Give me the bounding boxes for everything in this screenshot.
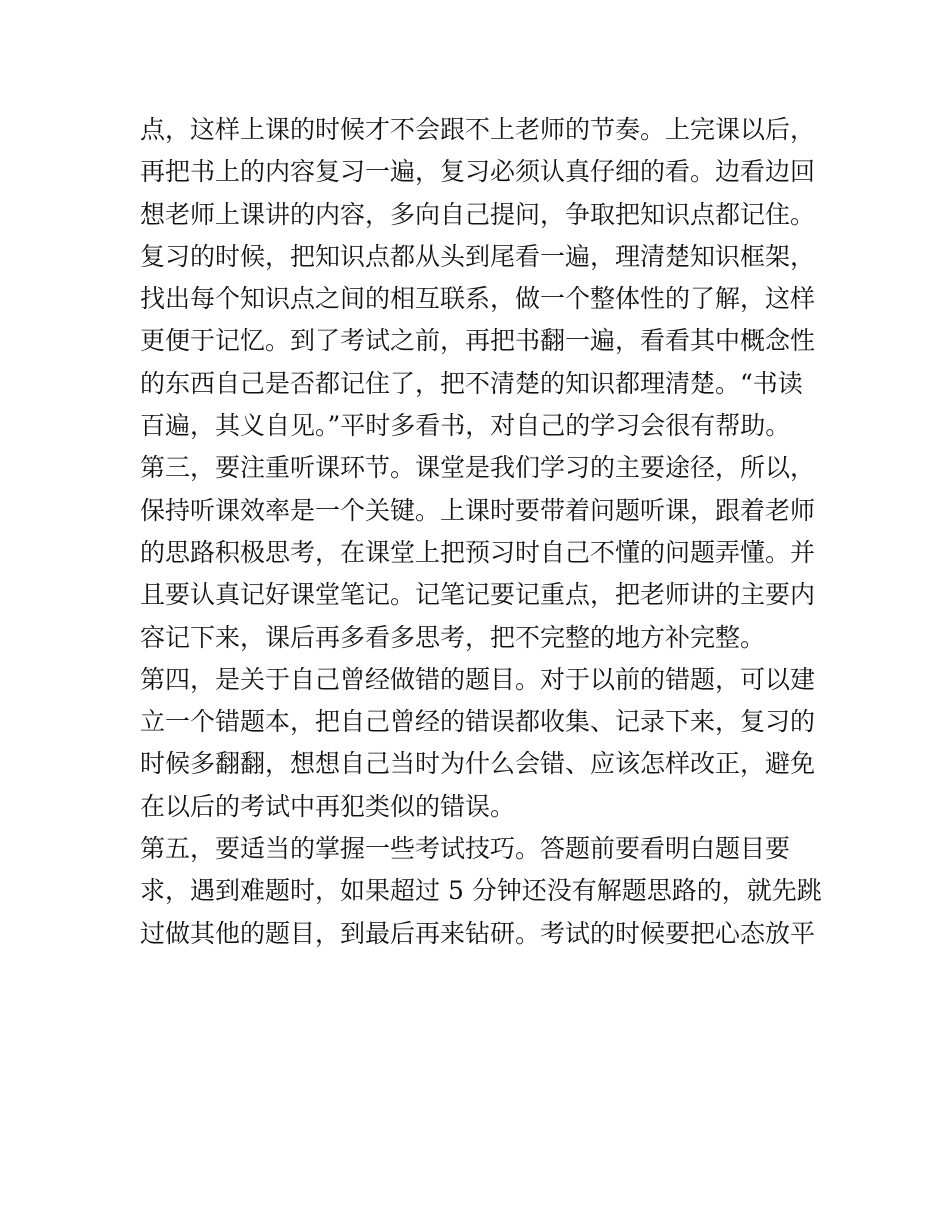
text-line: 在以后的考试中再犯类似的错误。 xyxy=(140,791,516,821)
text-line: 百遍，其义自见。”平时多看书，对自己的学习会很有帮助。 xyxy=(140,411,791,441)
text-line: 的思路积极思考，在课堂上把预习时自己不懂的问题弄懂。并 xyxy=(140,537,816,567)
text-line: 保持听课效率是一个关键。上课时要带着问题听课，跟着老师 xyxy=(140,495,816,525)
text-line: 点，这样上课的时候才不会跟不上老师的节奏。上完课以后， xyxy=(140,115,816,144)
text-line: 且要认真记好课堂笔记。记笔记要记重点，把老师讲的主要内 xyxy=(140,580,816,610)
text-line: 求，遇到难题时，如果超过 5 分钟还没有解题思路的，就先跳 xyxy=(140,876,822,906)
text-line: 更便于记忆。到了考试之前，再把书翻一遍，看看其中概念性 xyxy=(140,326,816,356)
text-line: 第三，要注重听课环节。课堂是我们学习的主要途径，所以， xyxy=(140,453,816,483)
text-line: 第五，要适当的掌握一些考试技巧。答题前要看明白题目要 xyxy=(140,834,791,864)
text-line: 时候多翻翻，想想自己当时为什么会错、应该怎样改正，避免 xyxy=(140,749,816,779)
document-body xyxy=(140,109,820,955)
text-line: 立一个错题本，把自己曾经的错误都收集、记录下来，复习的 xyxy=(140,707,816,737)
text-line: 容记下来，课后再多看多思考，把不完整的地方补完整。 xyxy=(140,622,766,652)
text-line: 过做其他的题目，到最后再来钻研。考试的时候要把心态放平 xyxy=(140,918,816,948)
text-line: 再把书上的内容复习一遍，复习必须认真仔细的看。边看边回 xyxy=(140,157,816,187)
text-line: 复习的时候，把知识点都从头到尾看一遍，理清楚知识框架， xyxy=(140,241,816,271)
text-line: 找出每个知识点之间的相互联系，做一个整体性的了解，这样 xyxy=(140,284,816,314)
text-line: 的东西自己是否都记住了，把不清楚的知识都理清楚。“书读 xyxy=(140,368,803,398)
text-line: 想老师上课讲的内容，多向自己提问，争取把知识点都记住。 xyxy=(140,199,816,229)
text-line: 第四，是关于自己曾经做错的题目。对于以前的错题，可以建 xyxy=(140,664,816,694)
